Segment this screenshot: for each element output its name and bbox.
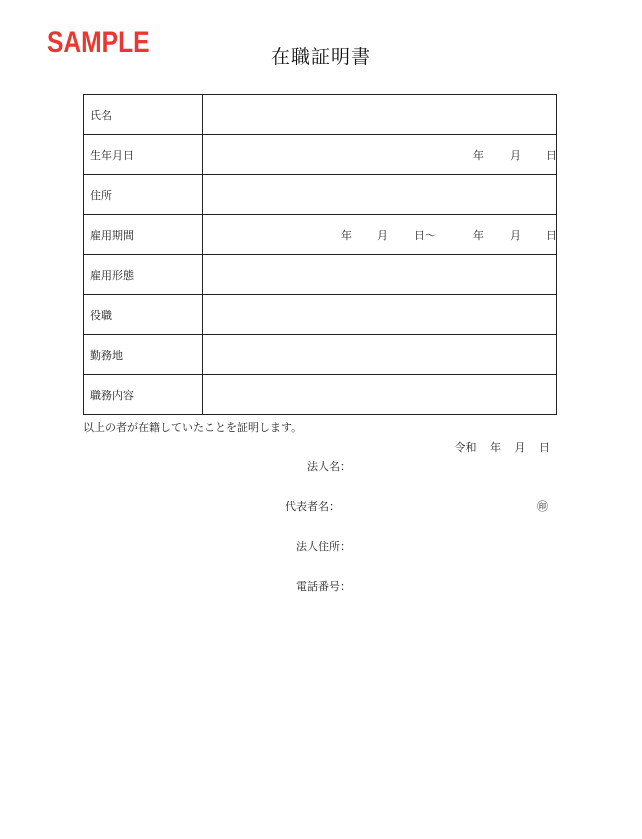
table-row-position	[84, 295, 557, 335]
birthdate-label: 生年月日	[84, 135, 203, 175]
corporation-address-label: 法人住所：	[296, 540, 351, 553]
corporation-name-label: 法人名：	[307, 460, 351, 473]
position-label: 役職	[84, 295, 203, 335]
birth-day-unit: 日	[546, 148, 557, 162]
certification-statement: 以上の者が在籍していたことを証明します。	[83, 421, 303, 434]
table-row-workplace	[84, 335, 557, 375]
job-description-field[interactable]	[203, 375, 557, 415]
start-year-unit: 年	[341, 228, 352, 242]
end-month-unit: 月	[510, 228, 521, 242]
end-day-unit: 日	[546, 228, 557, 242]
employment-type-label: 雇用形態	[84, 255, 203, 295]
address-field[interactable]	[203, 175, 557, 215]
workplace-label: 勤務地	[84, 335, 203, 375]
table-row-job-description	[84, 375, 557, 415]
birthdate-field[interactable]	[203, 135, 557, 175]
employment-period-label: 雇用期間	[84, 215, 203, 255]
issue-date	[445, 439, 551, 455]
employment-info-table	[83, 94, 557, 415]
start-month-unit: 月	[377, 228, 388, 242]
name-label: 氏名	[84, 95, 203, 135]
table-row-birthdate	[84, 135, 557, 175]
issue-month-unit: 月	[514, 441, 526, 454]
position-field[interactable]	[203, 295, 557, 335]
birth-year-unit: 年	[473, 148, 484, 162]
table-row-name	[84, 95, 557, 135]
employment-type-field[interactable]	[203, 255, 557, 295]
sample-watermark: SAMPLE	[47, 26, 150, 59]
job-description-label: 職務内容	[84, 375, 203, 415]
table-row-employment-type	[84, 255, 557, 295]
table-row-employment-period	[84, 215, 557, 255]
document-title: 在職証明書	[270, 46, 371, 68]
table-row-address	[84, 175, 557, 215]
birth-month-unit: 月	[510, 148, 521, 162]
issue-day-unit: 日	[539, 441, 550, 454]
end-year-unit: 年	[473, 228, 484, 242]
employment-period-field[interactable]	[203, 215, 557, 255]
seal-mark: ㊞	[537, 500, 548, 513]
phone-label: 電話番号：	[296, 580, 351, 593]
workplace-field[interactable]	[203, 335, 557, 375]
representative-label: 代表者名：	[285, 500, 340, 513]
start-day-unit: 日〜	[414, 228, 436, 242]
issue-era: 令和	[454, 441, 477, 454]
name-field[interactable]	[203, 95, 557, 135]
address-label: 住所	[84, 175, 203, 215]
issue-year-unit: 年	[490, 441, 501, 454]
